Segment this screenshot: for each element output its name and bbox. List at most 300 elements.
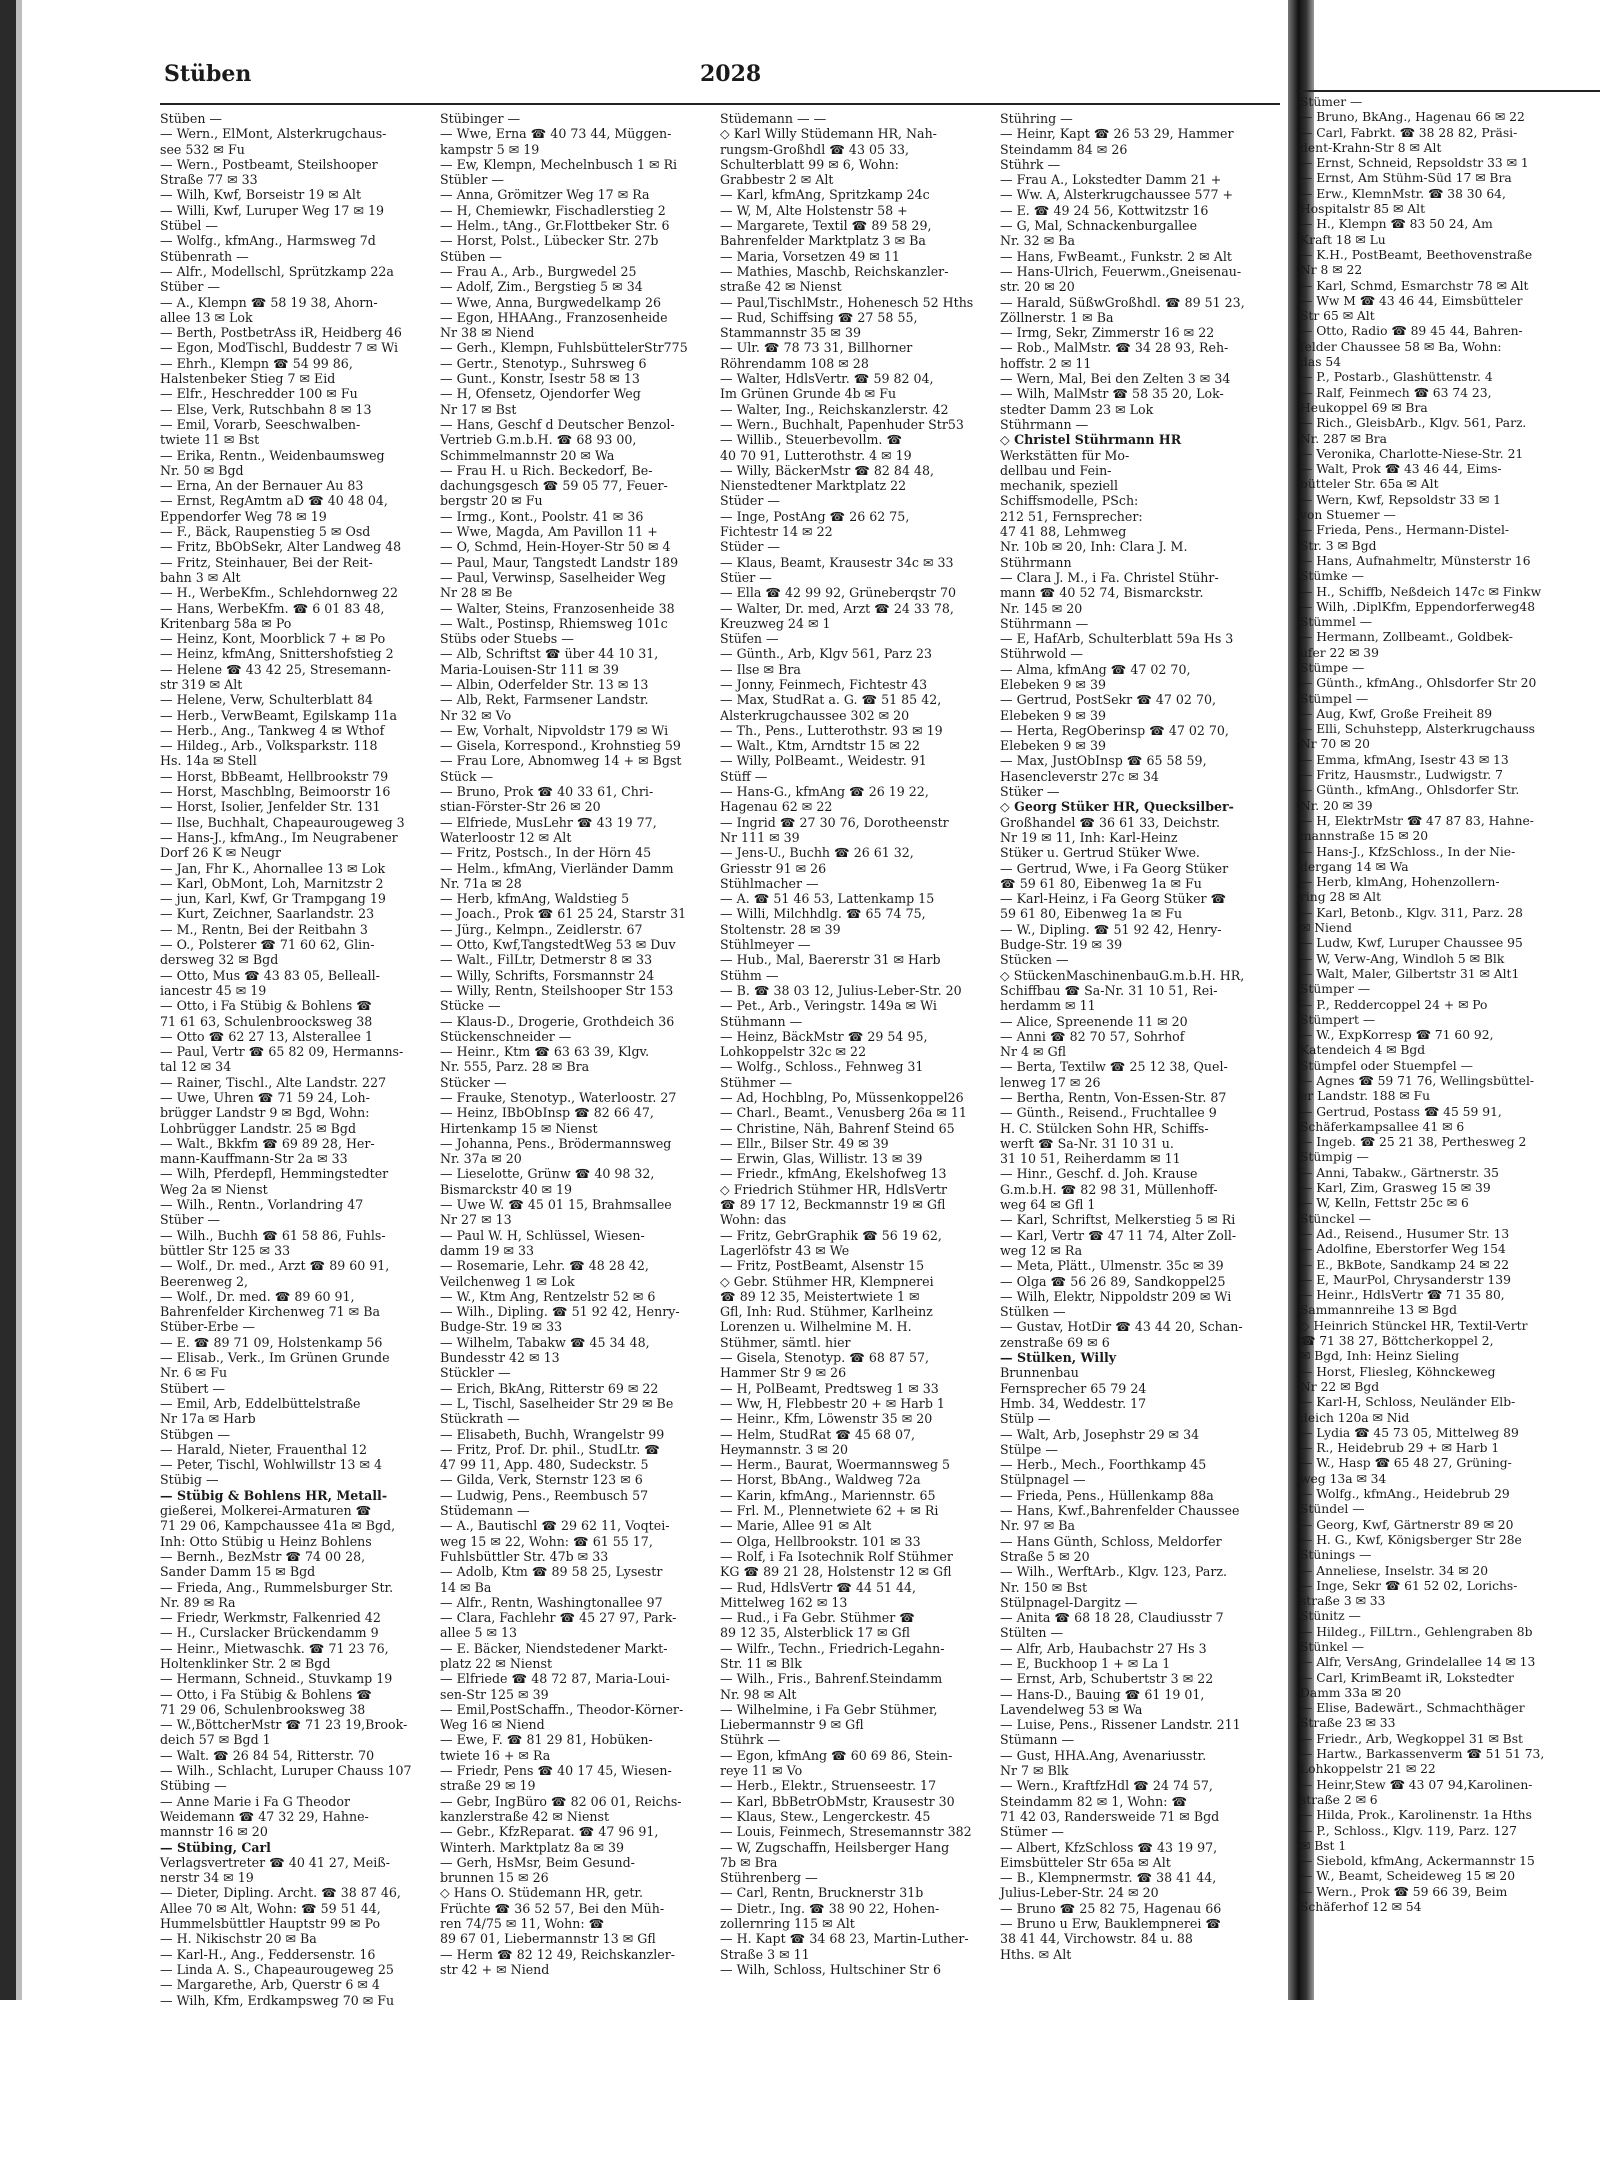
directory-entry-line: — Rainer, Tischl., Alte Landstr. 227 xyxy=(160,1074,387,1090)
directory-entry-line: Straße 3 ✉ 11 xyxy=(720,1946,810,1962)
directory-entry-line: — Ulr. ☎ 78 73 31, Billhorner xyxy=(720,340,913,356)
directory-entry-line: Stülpnagel-Dargitz — xyxy=(1000,1594,1138,1610)
facing-entry-line: Nr 70 ✉ 20 xyxy=(1300,737,1370,752)
facing-entry-line: ✉ Bgd, Inh: Heinz Sieling xyxy=(1300,1349,1460,1364)
directory-entry-line: — Wilh., Schlacht, Luruper Chauss 107 xyxy=(160,1763,412,1779)
directory-entry-line: — Adolf, Zim., Bergstieg 5 ✉ 34 xyxy=(440,279,643,295)
directory-entry-line: Nr 7 ✉ Blk xyxy=(1000,1763,1069,1779)
directory-entry-line: — Karl, Vertr ☎ 47 11 74, Alter Zoll- xyxy=(1000,1227,1237,1243)
directory-entry-line: — Wilh., Rentn., Vorlandring 47 xyxy=(160,1197,364,1213)
directory-entry-line: — Clara J. M., i Fa. Christel Stühr- xyxy=(1000,569,1219,585)
directory-entry-line: Budge-Str. 19 ✉ 39 xyxy=(1000,937,1123,953)
facing-entry-line: — Gertrud, Postass ☎ 45 59 91, xyxy=(1300,1104,1502,1119)
directory-entry-line: — Hans, WerbeKfm. ☎ 6 01 83 48, xyxy=(160,600,385,616)
facing-entry-line: Nr. 20 ✉ 39 xyxy=(1300,798,1373,813)
directory-entry-line: — Klaus-D., Drogerie, Grothdeich 36 xyxy=(440,1013,675,1029)
facing-entry-line: — H., Schiffb, Neßdeich 147c ✉ Finkw xyxy=(1300,584,1542,599)
facing-entry-line: — Siebold, kfmAng, Ackermannstr 15 xyxy=(1300,1854,1535,1869)
directory-entry-line: straße 29 ✉ 19 xyxy=(440,1778,536,1794)
directory-entry-line: — Gunt., Konstr, Isestr 58 ✉ 13 xyxy=(440,371,640,387)
directory-entry-line: Liebermannstr 9 ✉ Gfl xyxy=(720,1717,864,1733)
directory-entry-line: — Walter, Dr. med, Arzt ☎ 24 33 78, xyxy=(720,600,954,616)
facing-entry-line: Str. 3 ✉ Bgd xyxy=(1300,538,1377,553)
directory-entry-line: Nr. 150 ✉ Bst xyxy=(1000,1579,1088,1595)
directory-entry-line: — Egon, kfmAng ☎ 60 69 86, Stein- xyxy=(720,1747,953,1763)
directory-entry-line: — Rud, Schiffsing ☎ 27 58 55, xyxy=(720,309,918,325)
directory-entry-line: Nr 28 ✉ Be xyxy=(440,585,513,601)
directory-entry-line: ☎ 89 12 35, Meistertwiete 1 ✉ xyxy=(720,1288,920,1304)
directory-entry-line: — H, Chemiewkr, Fischadlerstieg 2 xyxy=(440,202,666,218)
directory-entry-line: reye 11 ✉ Vo xyxy=(720,1763,803,1779)
directory-entry-line: — Willy, BäckerMstr ☎ 82 84 48, xyxy=(720,462,934,478)
facing-entry-line: ◇ Heinrich Stünckel HR, Textil-Vertr xyxy=(1300,1318,1528,1333)
directory-entry-line: Nr. 97 ✉ Ba xyxy=(1000,1518,1076,1534)
directory-entry-line: allee 5 ✉ 13 xyxy=(440,1625,518,1641)
facing-entry-line: Stünkel — xyxy=(1300,1639,1365,1654)
directory-entry-line: Stührenberg — xyxy=(720,1870,818,1886)
directory-entry-line: büttler Str 125 ✉ 33 xyxy=(160,1242,291,1258)
facing-entry-line: — Friedr., Arb, Wegkoppel 31 ✉ Bst xyxy=(1300,1731,1523,1746)
facing-entry-line: — R., Heidebrub 29 + ✉ Harb 1 xyxy=(1300,1441,1500,1456)
directory-entry-line: 47 41 88, Lehmweg xyxy=(1000,524,1127,540)
directory-entry-line: — Wilh, MalMstr ☎ 58 35 20, Lok- xyxy=(1000,386,1224,402)
directory-entry-line: 40 70 91, Lutterothstr. 4 ✉ 19 xyxy=(720,447,912,463)
directory-entry-line: Stübig — xyxy=(160,1472,219,1488)
directory-entry-line: Fernsprecher 65 79 24 xyxy=(1000,1380,1147,1396)
directory-entry-line: nerstr 34 ✉ 19 xyxy=(160,1870,254,1886)
directory-entry-line: stedter Damm 23 ✉ Lok xyxy=(1000,401,1154,417)
directory-entry-line: — Else, Verk, Rutschbahn 8 ✉ 13 xyxy=(160,401,372,417)
directory-entry-line: mannstr 16 ✉ 20 xyxy=(160,1824,268,1840)
directory-entry-line: — Heinz, kfmAng, Snittershofstieg 2 xyxy=(160,646,394,662)
facing-entry-line: Stümpfel oder Stuempfel — xyxy=(1300,1058,1473,1073)
facing-entry-line: von Stuemer — xyxy=(1300,508,1396,523)
facing-entry-line: Stünitz — xyxy=(1300,1609,1361,1624)
directory-entry-line: herdamm ✉ 11 xyxy=(1000,998,1096,1014)
directory-entry-line: Nr 32 ✉ Vo xyxy=(440,707,512,723)
directory-entry-line: — Fritz, PostBeamt, Alsenstr 15 xyxy=(720,1258,925,1274)
directory-entry-line: Stühlmacher — xyxy=(720,875,819,891)
directory-entry-line: Nr. 71a ✉ 28 xyxy=(440,875,522,891)
directory-entry-line: Stülpnagel — xyxy=(1000,1472,1086,1488)
directory-entry-line: — Horst, BbAng., Waldweg 72a xyxy=(720,1472,921,1488)
directory-entry-line: — Charl., Beamt., Venusberg 26a ✉ 11 xyxy=(720,1105,967,1121)
directory-entry-line: — Walter, HdlsVertr. ☎ 59 82 04, xyxy=(720,371,934,387)
directory-entry-line: lenweg 17 ✉ 26 xyxy=(1000,1074,1101,1090)
directory-entry-line: — Bruno u Erw, Bauklempnerei ☎ xyxy=(1000,1916,1222,1932)
directory-entry-line: Nr. 98 ✉ Alt xyxy=(720,1686,797,1702)
directory-entry-line: — Friedr, Werkmstr, Falkenried 42 xyxy=(160,1610,381,1626)
facing-entry-line: dergang 14 ✉ Wa xyxy=(1300,859,1409,874)
directory-entry-line: — Frau A., Arb., Burgwedel 25 xyxy=(440,263,637,279)
directory-entry-line: — Hans, Kwf.,Bahrenfelder Chaussee xyxy=(1000,1503,1240,1519)
directory-entry-line: Schulterblatt 99 ✉ 6, Wohn: xyxy=(720,156,899,172)
facing-entry-line: — Ingeb. ☎ 25 21 38, Perthesweg 2 xyxy=(1300,1135,1527,1150)
directory-entry-line: — Günth., Reisend., Fruchtallee 9 xyxy=(1000,1105,1217,1121)
directory-entry-line: — Gertrud, Wwe, i Fa Georg Stüker xyxy=(1000,860,1229,876)
directory-entry-line: — Wern., Buchhalt, Papenhuder Str53 xyxy=(720,416,964,432)
directory-entry-line: — Olga, Hellbrookstr. 101 ✉ 33 xyxy=(720,1533,921,1549)
directory-entry-line: Kritenbarg 58a ✉ Po xyxy=(160,615,292,631)
directory-entry-line: — Louis, Feinmech, Stresemannstr 382 xyxy=(720,1824,972,1840)
directory-entry-line: — jun, Karl, Kwf, Gr Trampgang 19 xyxy=(160,891,386,907)
directory-entry-line: Stüber — xyxy=(160,1212,220,1228)
directory-entry-line: — Wolf., Dr. med., Arzt ☎ 89 60 91, xyxy=(160,1258,390,1274)
directory-entry-line: — Alfr, Arb, Haubachstr 27 Hs 3 xyxy=(1000,1640,1207,1656)
directory-entry-line: — Frauke, Stenotyp., Waterloostr. 27 xyxy=(440,1090,677,1105)
facing-page-header xyxy=(1300,60,1600,92)
facing-entry-line: — H. G., Kwf, Königsberger Str 28e xyxy=(1300,1532,1522,1547)
directory-entry-line: — Gerh., Klempn, FuhlsbüttelerStr775 xyxy=(440,340,688,356)
directory-entry-line: — Harald, Nieter, Frauenthal 12 xyxy=(160,1441,368,1457)
directory-entry-line: Nr 17 ✉ Bst xyxy=(440,401,517,417)
directory-entry-line: Dorf 26 K ✉ Neugr xyxy=(160,845,282,861)
directory-entry-line: Lohkoppelstr 32c ✉ 22 xyxy=(720,1044,867,1060)
directory-entry-line: Im Grünen Grunde 4b ✉ Fu xyxy=(720,386,897,402)
directory-entry-line: Inh: Otto Stübig u Heinz Bohlens xyxy=(160,1533,372,1549)
directory-entry-line: zenstraße 69 ✉ 6 xyxy=(1000,1334,1110,1350)
facing-entry-line: — Karl, Zim, Grasweg 15 ✉ 39 xyxy=(1300,1181,1491,1196)
directory-entry-line: Budge-Str. 19 ✉ 33 xyxy=(440,1319,563,1335)
directory-entry-line: str. 20 ✉ 20 xyxy=(1000,279,1075,295)
directory-entry-line: — Wilh, Kwf, Borseistr 19 ✉ Alt xyxy=(160,187,362,203)
directory-entry-line: allee 13 ✉ Lok xyxy=(160,309,253,325)
directory-entry-line: — Uwe W. ☎ 45 01 15, Brahmsallee xyxy=(440,1197,672,1213)
directory-entry-line: — E. ☎ 89 71 09, Holstenkamp 56 xyxy=(160,1334,383,1350)
directory-entry-line: Elebeken 9 ✉ 39 xyxy=(1000,707,1106,723)
directory-entry-line: — Albert, KfzSchloss ☎ 43 19 97, xyxy=(1000,1839,1218,1855)
facing-entry-line: — Elli, Schuhstepp, Alsterkrugchauss xyxy=(1300,722,1535,737)
directory-entry-line: — Luise, Pens., Rissener Landstr. 211 xyxy=(1000,1717,1241,1733)
directory-entry-line: 71 29 06, Kampchaussee 41a ✉ Bgd, xyxy=(160,1518,396,1534)
directory-entry-line: — Alfr., Modellschl, Sprützkamp 22a xyxy=(160,263,394,279)
page-header xyxy=(160,55,1280,105)
facing-entry-line: er Landstr. 188 ✉ Fu xyxy=(1300,1089,1430,1104)
facing-entry-line: — Hans-J., KfzSchloss., In der Nie- xyxy=(1300,844,1516,859)
facing-entry-line: Stümpel — xyxy=(1300,691,1369,706)
directory-entry-line: — Stübig & Bohlens HR, Metall- xyxy=(160,1487,388,1503)
facing-entry-line: Nr 22 ✉ Bgd xyxy=(1300,1379,1380,1394)
directory-entry-line: platz 22 ✉ Nienst xyxy=(440,1655,553,1671)
directory-entry-line: — Margarete, Textil ☎ 89 58 29, xyxy=(720,218,932,234)
directory-entry-line: — Willy, Rentn, Steilshooper Str 153 xyxy=(440,982,674,998)
directory-entry-line: Nr. 6 ✉ Fu xyxy=(160,1365,228,1381)
facing-entry-line: Damm 33a ✉ 20 xyxy=(1300,1685,1402,1700)
directory-entry-line: Stühlmeyer — xyxy=(720,937,811,953)
directory-entry-line: Stübler — xyxy=(440,172,504,188)
facing-entry-line: deich 120a ✉ Nid xyxy=(1300,1410,1410,1425)
column-1 xyxy=(160,111,430,2008)
directory-entry-line: — Walt., FilLtr, Detmerstr 8 ✉ 33 xyxy=(440,952,653,968)
directory-entry-line: Hs. 14a ✉ Stell xyxy=(160,753,257,769)
directory-entry-line: — Karl, Schriftst, Melkerstieg 5 ✉ Ri xyxy=(1000,1212,1236,1228)
directory-entry-line: — Hans Günth, Schloss, Meldorfer xyxy=(1000,1533,1222,1549)
directory-entry-line: — Heinr., Ktm ☎ 63 63 39, Klgv. xyxy=(440,1044,650,1060)
facing-entry-line: — Horst, Fliesleg, Köhnckeweg xyxy=(1300,1364,1496,1379)
facing-entry-line: — Anneliese, Inselstr. 34 ✉ 20 xyxy=(1300,1563,1489,1578)
facing-entry-line: — Ludw, Kwf, Luruper Chaussee 95 xyxy=(1300,936,1523,951)
directory-entry-line: — Anne Marie i Fa G Theodor xyxy=(160,1793,350,1809)
directory-entry-line: — Ww. A, Alsterkrugchaussee 577 + xyxy=(1000,187,1234,203)
directory-entry-line: — Hans, FwBeamt., Funkstr. 2 ✉ Alt xyxy=(1000,248,1232,264)
directory-entry-line: Stührmann — xyxy=(1000,416,1089,432)
directory-entry-line: Werkstätten für Mo- xyxy=(1000,447,1130,463)
directory-entry-line: — Erich, BkAng, Ritterstr 69 ✉ 22 xyxy=(440,1380,659,1396)
facing-entry-line: Katendeich 4 ✉ Bgd xyxy=(1300,1043,1426,1058)
directory-entry-line: — Gerh, HsMsr, Beim Gesund- xyxy=(440,1854,635,1870)
directory-entry-line: — Paul,TischlMstr., Hohenesch 52 Hths xyxy=(720,294,974,310)
directory-entry-line: 71 29 06, Schulenbrooksweg 38 xyxy=(160,1701,366,1717)
facing-entry-line: — P., Reddercoppel 24 + ✉ Po xyxy=(1300,997,1488,1012)
directory-entry-line: — Mathies, Maschb, Reichskanzler- xyxy=(720,263,949,279)
facing-entry-line: — Anni, Tabakw., Gärtnerstr. 35 xyxy=(1300,1165,1499,1180)
directory-entry-line: iancestr 45 ✉ 19 xyxy=(160,982,267,998)
directory-entry-line: Stüker u. Gertrud Stüker Wwe. xyxy=(1000,845,1200,861)
directory-entry-line: 31 10 51, Reiherdamm ✉ 11 xyxy=(1000,1151,1181,1167)
directory-entry-line: Weidemann ☎ 47 32 29, Hahne- xyxy=(160,1808,369,1824)
directory-entry-line: — M., Rentn, Bei der Reitbahn 3 xyxy=(160,921,368,937)
directory-entry-line: — Margarethe, Arb, Querstr 6 ✉ 4 xyxy=(160,1977,380,1993)
directory-entry-line: dersweg 32 ✉ Bgd xyxy=(160,952,279,968)
facing-entry-line: ring 28 ✉ Alt xyxy=(1300,890,1382,905)
directory-entry-line: Hirtenkamp 15 ✉ Nienst xyxy=(440,1120,598,1136)
directory-entry-line: — Wilh., Fris., Bahrenf.Steindamm xyxy=(720,1671,943,1687)
directory-entry-line: str 319 ✉ Alt xyxy=(160,676,243,692)
directory-entry-line: Stühring — xyxy=(1000,111,1073,126)
directory-entry-line: — O., Polsterer ☎ 71 60 62, Glin- xyxy=(160,937,375,953)
directory-entry-line: — Alb, Schriftst ☎ über 44 10 31, xyxy=(440,646,659,662)
directory-entry-line: werft ☎ Sa-Nr. 31 10 31 u. xyxy=(1000,1135,1174,1151)
directory-entry-line: — Ewe, F. ☎ 81 29 81, Hobüken- xyxy=(440,1732,653,1748)
directory-entry-line: — L, Tischl, Saselheider Str 29 ✉ Be xyxy=(440,1395,674,1411)
directory-entry-line: Nr. 555, Parz. 28 ✉ Bra xyxy=(440,1059,590,1075)
directory-entry-line: — Anna, Grömitzer Weg 17 ✉ Ra xyxy=(440,187,650,203)
facing-entry-line: Lohkoppelstr 21 ✉ 22 xyxy=(1300,1762,1436,1777)
directory-entry-line: Stührk — xyxy=(1000,156,1061,172)
directory-entry-line: — Albin, Oderfelder Str. 13 ✉ 13 xyxy=(440,676,649,692)
directory-entry-line: Stülpe — xyxy=(1000,1441,1058,1457)
directory-entry-line: Stübing — xyxy=(160,1778,227,1794)
directory-entry-line: — Frl. M., Plennetwiete 62 + ✉ Ri xyxy=(720,1503,939,1519)
facing-entry-line: — Wern, Kwf, Repsoldstr 33 ✉ 1 xyxy=(1300,492,1501,507)
directory-entry-line: — Herb., VerwBeamt, Egilskamp 11a xyxy=(160,707,397,723)
facing-entry-line: ☎ 71 38 27, Böttcherkoppel 2, xyxy=(1300,1334,1494,1349)
directory-entry-line: — Fritz, GebrGraphik ☎ 56 19 62, xyxy=(720,1227,942,1243)
directory-entry-line: — Wern, Mal, Bei den Zelten 3 ✉ 34 xyxy=(1000,371,1231,387)
facing-entry-line: Stünings — xyxy=(1300,1548,1372,1563)
directory-entry-line: — Inge, PostAng ☎ 26 62 75, xyxy=(720,508,910,524)
directory-entry-line: Stümer — xyxy=(1000,1824,1064,1840)
directory-entry-line: 89 67 01, Liebermannstr 13 ✉ Gfl xyxy=(440,1931,656,1947)
directory-entry-line: — Horst, Isolier, Jenfelder Str. 131 xyxy=(160,799,381,815)
directory-entry-line: 89 12 35, Alsterblick 17 ✉ Gfl xyxy=(720,1625,911,1641)
directory-entry-line: — Heinz, IBbObInsp ☎ 82 66 47, xyxy=(440,1105,654,1121)
facing-entry-line: ✉ Niend xyxy=(1300,921,1352,936)
directory-entry-line: bergstr 20 ✉ Fu xyxy=(440,493,543,509)
facing-entry-line: — Bruno, BkAng., Hagenau 66 ✉ 22 xyxy=(1300,110,1525,125)
directory-entry-line: Stückenschneider — xyxy=(440,1028,572,1044)
facing-entry-line: Stümpert — xyxy=(1300,1012,1376,1027)
directory-entry-line: — B. ☎ 38 03 12, Julius-Leber-Str. 20 xyxy=(720,982,962,998)
facing-entry-line: — Walt, Maler, Gilbertstr 31 ✉ Alt1 xyxy=(1300,966,1520,981)
directory-entry-line: Straße 77 ✉ 33 xyxy=(160,172,258,188)
facing-entry-line: — P., Schloss., Klgv. 119, Parz. 127 xyxy=(1300,1823,1517,1838)
facing-entry-line: — Günth., kfmAng., Ohlsdorfer Str 20 xyxy=(1300,676,1537,691)
directory-entry-line: — Anni ☎ 82 70 57, Sohrhof xyxy=(1000,1028,1185,1044)
directory-entry-line: — Stübing, Carl xyxy=(160,1839,271,1855)
directory-entry-line: — Heinr, Kapt ☎ 26 53 29, Hammer xyxy=(1000,126,1234,142)
facing-entry-line: Stünckel — xyxy=(1300,1211,1371,1226)
directory-entry-line: Bundesstr 42 ✉ 13 xyxy=(440,1350,560,1366)
facing-entry-line: — Hartw., Barkassenverm ☎ 51 51 73, xyxy=(1300,1747,1545,1762)
facing-entry-line: ✉ Bst 1 xyxy=(1300,1838,1347,1853)
directory-entry-line: Elebeken 9 ✉ 39 xyxy=(1000,738,1106,754)
facing-entry-line: — Elise, Badewärt., Schmachthäger xyxy=(1300,1701,1525,1716)
directory-entry-line: Weg 16 ✉ Niend xyxy=(440,1717,545,1733)
directory-entry-line: — H, Ofensetz, Ojendorfer Weg xyxy=(440,386,641,402)
directory-entry-line: Eimsbütteler Str 65a ✉ Alt xyxy=(1000,1854,1171,1870)
directory-entry-line: gießerei, Molkerei-Armaturen ☎ xyxy=(160,1503,372,1519)
directory-entry-line: — Olga ☎ 56 26 89, Sandkoppel25 xyxy=(1000,1273,1226,1289)
directory-entry-line: G.m.b.H. ☎ 82 98 31, Müllenhoff- xyxy=(1000,1181,1218,1197)
directory-entry-line: — Wilh., Dipling. ☎ 51 92 42, Henry- xyxy=(440,1304,680,1320)
directory-entry-line: mann ☎ 40 52 74, Bismarckstr. xyxy=(1000,585,1204,601)
directory-columns xyxy=(160,111,1280,2008)
directory-entry-line: 59 61 80, Eibenweg 1a ✉ Fu xyxy=(1000,906,1183,922)
directory-entry-line: — Elisab., Verk., Im Grünen Grunde xyxy=(160,1350,390,1366)
facing-entry-line: — Hilda, Prok., Karolinenstr. 1a Hths xyxy=(1300,1808,1532,1823)
directory-entry-line: — Walt., Ktm, Arndtstr 15 ✉ 22 xyxy=(720,738,920,754)
directory-entry-line: — Wilfr., Techn., Friedrich-Legahn- xyxy=(720,1640,945,1656)
directory-entry-line: — W.,BöttcherMstr ☎ 71 23 19,Brook- xyxy=(160,1717,408,1733)
directory-entry-line: — Stülken, Willy xyxy=(1000,1350,1117,1366)
directory-entry-line: kanzlerstraße 42 ✉ Nienst xyxy=(440,1808,610,1824)
directory-entry-line: — Karl, ObMont, Loh, Marnitzstr 2 xyxy=(160,875,384,891)
directory-entry-line: — Ww, H, Flebbestr 20 + ✉ Harb 1 xyxy=(720,1395,945,1411)
directory-entry-line: — Karl, kfmAng, Spritzkamp 24c xyxy=(720,187,930,203)
directory-entry-line: Lavendelweg 53 ✉ Wa xyxy=(1000,1701,1143,1717)
facing-entry-line: — Ralf, Feinmech ☎ 63 74 23, xyxy=(1300,385,1492,400)
directory-entry-line: Stübel — xyxy=(160,218,218,234)
facing-entry-line: — Herb, klmAng, Hohenzollern- xyxy=(1300,875,1500,890)
directory-entry-line: — Ludwig, Pens., Reembusch 57 xyxy=(440,1487,649,1503)
directory-entry-line: — Herb., Mech., Foorthkamp 45 xyxy=(1000,1457,1207,1473)
directory-entry-line: Stübgen — xyxy=(160,1426,231,1442)
directory-entry-line: — Walter, Ing., Reichskanzlerstr. 42 xyxy=(720,401,949,417)
facing-entry-line: — Inge, Sekr ☎ 61 52 02, Lorichs- xyxy=(1300,1578,1518,1593)
facing-entry-line: — Heinr., HdlsVertr ☎ 71 35 80, xyxy=(1300,1288,1505,1303)
directory-entry-line: — Heinr., Kfm, Löwenstr 35 ✉ 20 xyxy=(720,1411,933,1427)
directory-entry-line: — Bruno, Prok ☎ 40 33 61, Chri- xyxy=(440,784,654,800)
directory-entry-line: Stülten — xyxy=(1000,1625,1064,1641)
directory-entry-line: Nr 111 ✉ 39 xyxy=(720,829,800,845)
directory-entry-line: — Walt, Arb, Josephstr 29 ✉ 34 xyxy=(1000,1426,1200,1442)
directory-entry-line: — Paul W. H, Schlüssel, Wiesen- xyxy=(440,1227,645,1243)
directory-entry-line: Stühm — xyxy=(720,967,779,983)
directory-entry-line: Mittelweg 162 ✉ 13 xyxy=(720,1594,848,1610)
facing-entry-line: — Agnes ☎ 59 71 76, Wellingsbüttel- xyxy=(1300,1074,1535,1088)
facing-entry-line: Sammannreihe 13 ✉ Bgd xyxy=(1300,1303,1457,1318)
directory-entry-line: — Willi, Milchhdlg. ☎ 65 74 75, xyxy=(720,906,926,922)
directory-entry-line: Winterh. Marktplatz 8a ✉ 39 xyxy=(440,1839,625,1855)
directory-entry-line: ◇ Georg Stüker HR, Quecksilber- xyxy=(1000,799,1234,815)
directory-entry-line: ◇ StückenMaschinenbauG.m.b.H. HR, xyxy=(1000,967,1245,983)
directory-entry-line: — Erna, An der Bernauer Au 83 xyxy=(160,478,364,494)
directory-entry-line: — Maria, Vorsetzen 49 ✉ 11 xyxy=(720,248,900,264)
directory-entry-line: Nienstedtener Marktplatz 22 xyxy=(720,478,907,494)
directory-entry-line: Halstenbeker Stieg 7 ✉ Eid xyxy=(160,371,336,387)
directory-entry-line: Stücke — xyxy=(440,998,501,1014)
facing-entry-line: straße 3 ✉ 33 xyxy=(1300,1594,1386,1609)
directory-entry-line: — Wern., KraftfzHdl ☎ 24 74 57, xyxy=(1000,1778,1213,1794)
facing-entry-line: — Rich., GleisbArb., Klgv. 561, Parz. xyxy=(1300,416,1527,431)
directory-entry-line: mann-Kauffmann-Str 2a ✉ 33 xyxy=(160,1151,348,1167)
directory-entry-line: rungsm-Großhdl ☎ 43 05 33, xyxy=(720,141,910,157)
directory-entry-line: 47 99 11, App. 480, Sudeckstr. 5 xyxy=(440,1457,649,1473)
directory-entry-line: — Helm., tAng., Gr.Flottbeker Str. 6 xyxy=(440,218,670,234)
directory-entry-line: Nr 4 ✉ Gfl xyxy=(1000,1044,1067,1060)
directory-entry-line: Schiffsmodelle, PSch: xyxy=(1000,493,1139,509)
directory-entry-line: Nr 17a ✉ Harb xyxy=(160,1411,256,1427)
directory-entry-line: Beerenweg 2, xyxy=(160,1273,249,1289)
facing-entry-line: mannstraße 15 ✉ 20 xyxy=(1300,829,1429,844)
facing-entry-line: — Fritz, Hausmstr., Ludwigstr. 7 xyxy=(1300,768,1503,783)
directory-entry-line: — Wolfg., Schloss., Fehnweg 31 xyxy=(720,1059,924,1075)
directory-entry-line: — Herm., Baurat, Woermannsweg 5 xyxy=(720,1457,951,1473)
directory-entry-line: — Jens-U., Buchh ☎ 26 61 32, xyxy=(720,845,914,861)
directory-entry-line: — Paul, Verwinsp, Saselheider Weg xyxy=(440,569,666,585)
directory-page xyxy=(160,55,1280,2008)
directory-entry-line: — Wolf., Dr. med. ☎ 89 60 91, xyxy=(160,1288,355,1304)
facing-entry-line: — Veronika, Charlotte-Niese-Str. 21 xyxy=(1300,446,1524,461)
directory-entry-line: Stückler — xyxy=(440,1365,511,1381)
directory-entry-line: weg 15 ✉ 22, Wohn: ☎ 61 55 17, xyxy=(440,1533,653,1549)
directory-entry-line: Nr 38 ✉ Niend xyxy=(440,325,535,341)
directory-entry-line: Nr 27 ✉ 13 xyxy=(440,1212,512,1228)
directory-entry-line: — Max, JustObInsp ☎ 65 58 59, xyxy=(1000,753,1207,769)
directory-entry-line: — Wilh., Buchh ☎ 61 58 86, Fuhls- xyxy=(160,1227,386,1243)
directory-entry-line: 38 41 44, Virchowstr. 84 u. 88 xyxy=(1000,1931,1193,1947)
facing-entry-line: dent-Krahn-Str 8 ✉ Alt xyxy=(1300,140,1442,155)
directory-entry-line: Hasencleverstr 27c ✉ 34 xyxy=(1000,768,1159,784)
directory-entry-line: Nr. 37a ✉ 20 xyxy=(440,1151,522,1167)
directory-entry-line: — Hildeg., Arb., Volksparkstr. 118 xyxy=(160,738,378,754)
directory-entry-line: Stüber — xyxy=(160,279,220,295)
directory-entry-line: deich 57 ✉ Bgd 1 xyxy=(160,1732,271,1748)
facing-entry-line: Kraft 18 ✉ Lu xyxy=(1300,232,1386,247)
directory-entry-line: — Gebr, IngBüro ☎ 82 06 01, Reichs- xyxy=(440,1793,682,1809)
directory-entry-line: — Gilda, Verk, Sternstr 123 ✉ 6 xyxy=(440,1472,643,1488)
directory-entry-line: dachungsgesch ☎ 59 05 77, Feuer- xyxy=(440,478,668,494)
facing-entry-line: — W., ExpKorresp ☎ 71 60 92, xyxy=(1300,1028,1494,1043)
directory-entry-line: KG ☎ 89 21 28, Holstenstr 12 ✉ Gfl xyxy=(720,1564,952,1580)
directory-entry-line: — G, Mal, Schnackenburgallee xyxy=(1000,218,1198,234)
directory-entry-line: Bismarckstr 40 ✉ 19 xyxy=(440,1181,573,1197)
facing-entry-line: das 54 xyxy=(1300,355,1342,370)
directory-entry-line: Hmb. 34, Weddestr. 17 xyxy=(1000,1395,1147,1411)
directory-entry-line: — Elfriede, MusLehr ☎ 43 19 77, xyxy=(440,814,657,830)
directory-entry-line: — H. Nikischstr 20 ✉ Ba xyxy=(160,1931,317,1947)
facing-entry-line: — Günth., kfmAng., Ohlsdorfer Str. xyxy=(1300,783,1520,798)
directory-entry-line: — Klaus, Beamt, Krausestr 34c ✉ 33 xyxy=(720,554,954,570)
facing-entry-line: straße 2 ✉ 6 xyxy=(1300,1792,1378,1807)
facing-entry-line: Stümper — xyxy=(1300,982,1371,997)
directory-entry-line: sen-Str 125 ✉ 39 xyxy=(440,1686,549,1702)
facing-entry-line: Stümke — xyxy=(1300,569,1364,584)
directory-entry-line: Nr. 145 ✉ 20 xyxy=(1000,600,1083,616)
directory-entry-line: — Herb, kfmAng, Waldstieg 5 xyxy=(440,891,630,907)
directory-entry-line: Holtenklinker Str. 2 ✉ Bgd xyxy=(160,1655,331,1671)
